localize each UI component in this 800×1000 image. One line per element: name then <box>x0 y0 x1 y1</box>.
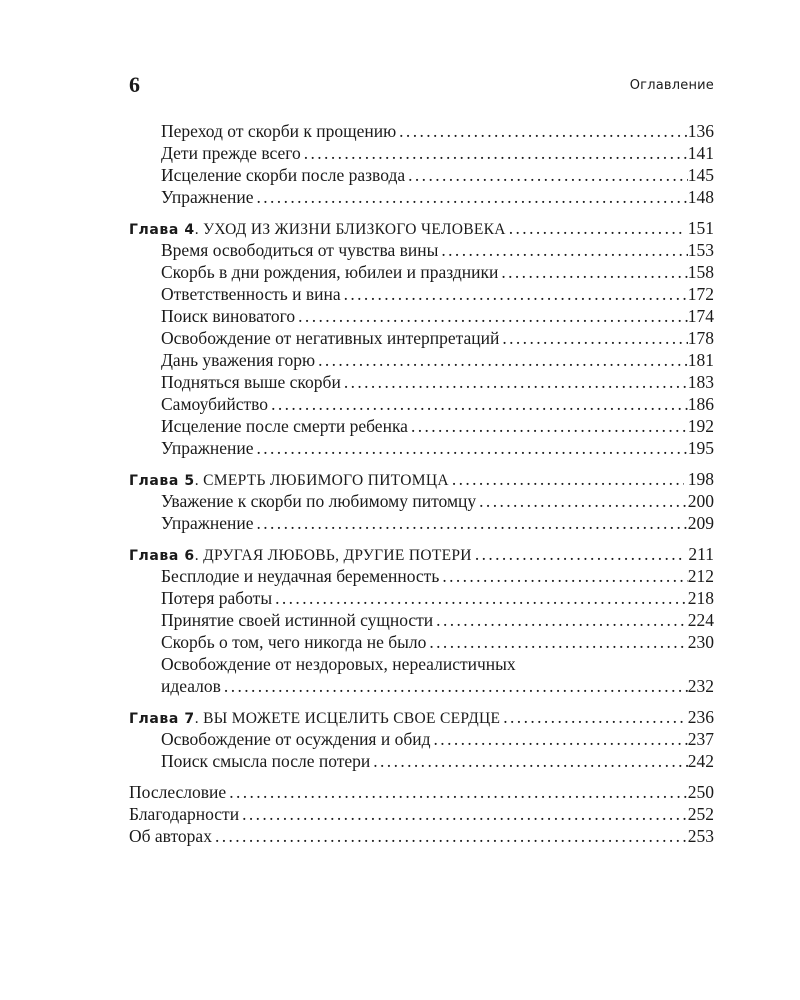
leader-dots <box>439 565 687 587</box>
toc-chapter-4 <box>129 217 714 239</box>
toc-entry-title: Переход от скорби к прощению <box>161 121 397 141</box>
page-number: 6 <box>129 72 140 97</box>
running-title: Оглавление <box>629 78 714 93</box>
page-header <box>129 72 714 100</box>
toc-entry <box>129 305 714 327</box>
toc-entry <box>129 120 714 142</box>
toc-chapter-5 <box>129 468 714 490</box>
chapter-title: . СМЕРТЬ ЛЮБИМОГО ПИТОМЦА <box>194 472 449 489</box>
toc-entry-title: Упражнение <box>161 438 254 458</box>
toc-entry-title: Дети прежде всего <box>161 143 301 163</box>
toc-entry-page: 136 <box>687 121 714 141</box>
toc-entry <box>129 565 714 587</box>
toc-entry <box>129 393 714 415</box>
chapter-label: Глава 5 <box>129 473 195 489</box>
toc-entry-page: 252 <box>687 804 714 824</box>
leader-dots <box>396 120 688 142</box>
toc-entry-title: Скорбь в дни рождения, юбилеи и праздники <box>161 262 499 282</box>
toc-chapter-6 <box>129 543 714 565</box>
toc-entry-page: 200 <box>687 491 714 511</box>
toc-entry <box>129 609 714 631</box>
toc-entry-title: Время освободиться от чувства вины <box>161 240 439 260</box>
toc-entry-page: 209 <box>687 513 714 533</box>
leader-dots <box>239 803 688 825</box>
chapter-title: . ДРУГАЯ ЛЮБОВЬ, ДРУГИЕ ПОТЕРИ <box>194 547 472 564</box>
leader-dots <box>341 283 688 305</box>
toc-chapter-7 <box>129 706 714 728</box>
toc-entry-page: 230 <box>687 632 714 652</box>
toc-entry <box>129 327 714 349</box>
toc-entry-title: Дань уважения горю <box>161 350 316 370</box>
leader-dots <box>426 631 687 653</box>
toc-entry-title: Потеря работы <box>161 588 273 608</box>
leader-dots <box>370 750 688 772</box>
leader-dots <box>301 142 688 164</box>
toc-entry-page: 224 <box>687 610 714 630</box>
toc-back-matter-entry <box>129 781 714 803</box>
toc-entry-title: Об авторах <box>129 826 212 846</box>
toc-entry-page: 211 <box>688 544 714 564</box>
toc-entry-title: Уважение к скорби по любимому питомцу <box>161 491 477 511</box>
toc-entry-title: Ответственность и вина <box>161 284 341 304</box>
toc-entry-title: Поиск смысла после потери <box>161 751 371 771</box>
toc-entry <box>129 415 714 437</box>
toc-entry-multiline <box>129 653 714 697</box>
leader-dots <box>449 468 684 490</box>
leader-dots <box>341 371 688 393</box>
toc-entry <box>129 349 714 371</box>
toc-entry-page: 178 <box>687 328 714 348</box>
toc-entry <box>129 490 714 512</box>
toc-entry <box>129 371 714 393</box>
toc-entry <box>129 186 714 208</box>
toc-entry-page: 198 <box>687 469 714 489</box>
toc-entry-title: Самоубийство <box>161 394 269 414</box>
toc-entry-page: 253 <box>687 826 714 846</box>
leader-dots <box>499 327 687 349</box>
toc-entry-title: Освобождение от осуждения и обид <box>161 729 431 749</box>
leader-dots <box>433 609 688 631</box>
chapter-label: Глава 7 <box>129 711 195 727</box>
toc-entry-page: 250 <box>687 782 714 802</box>
toc-back-matter-entry <box>129 825 714 847</box>
toc-entry <box>129 283 714 305</box>
toc-entry <box>129 239 714 261</box>
leader-dots <box>253 186 687 208</box>
leader-dots <box>226 781 688 803</box>
chapter-label: Глава 6 <box>129 548 195 564</box>
toc-entry <box>129 587 714 609</box>
toc-entry-title: Упражнение <box>161 513 254 533</box>
leader-dots <box>506 217 684 239</box>
toc-entry <box>129 750 714 772</box>
toc-entry-page: 141 <box>687 143 714 163</box>
leader-dots <box>221 675 688 697</box>
leader-dots <box>295 305 688 327</box>
toc-entry <box>129 512 714 534</box>
chapter-title: . УХОД ИЗ ЖИЗНИ БЛИЗКОГО ЧЕЛОВЕКА <box>194 221 506 238</box>
toc-entry-page: 236 <box>687 707 714 727</box>
leader-dots <box>472 543 685 565</box>
toc-entry-title: Упражнение <box>161 187 254 207</box>
leader-dots <box>405 164 688 186</box>
leader-dots <box>438 239 687 261</box>
toc-entry <box>129 728 714 750</box>
toc-entry <box>129 164 714 186</box>
leader-dots <box>212 825 688 847</box>
toc-entry-title: Благодарности <box>129 804 240 824</box>
leader-dots <box>500 706 684 728</box>
toc-entry-page: 242 <box>687 751 714 771</box>
leader-dots <box>268 393 688 415</box>
toc-entry-title: Исцеление скорби после развода <box>161 165 406 185</box>
toc-entry <box>129 142 714 164</box>
toc-entry-page: 174 <box>687 306 714 326</box>
toc-entry-page: 212 <box>687 566 714 586</box>
toc-entry-title-line2: идеалов <box>161 676 221 696</box>
toc-entry-title-line1: Освобождение от нездоровых, нереалистичных <box>161 654 516 674</box>
toc-entry-page: 172 <box>687 284 714 304</box>
leader-dots <box>498 261 687 283</box>
leader-dots <box>408 415 688 437</box>
toc-entry-title: Подняться выше скорби <box>161 372 341 392</box>
toc-entry <box>129 261 714 283</box>
toc-entry <box>129 631 714 653</box>
toc-entry-title: Скорбь о том, чего никогда не было <box>161 632 427 652</box>
leader-dots <box>272 587 688 609</box>
leader-dots <box>253 437 687 459</box>
toc-entry-page: 237 <box>687 729 714 749</box>
toc-entry-page: 153 <box>687 240 714 260</box>
toc-entry-continuation <box>161 675 714 697</box>
leader-dots <box>315 349 688 371</box>
toc-entry-page: 158 <box>687 262 714 282</box>
toc-entry-page: 218 <box>687 588 714 608</box>
leader-dots <box>431 728 688 750</box>
toc-entry-title: Поиск виноватого <box>161 306 296 326</box>
toc-entry-title: Освобождение от негативных интерпретаций <box>161 328 500 348</box>
toc-entry-page: 232 <box>687 676 714 696</box>
toc-entry-page: 181 <box>687 350 714 370</box>
chapter-title: . ВЫ МОЖЕТЕ ИСЦЕЛИТЬ СВОЕ СЕРДЦЕ <box>194 710 501 727</box>
toc-entry-page: 148 <box>687 187 714 207</box>
toc-back-matter-entry <box>129 803 714 825</box>
table-of-contents <box>129 120 714 847</box>
toc-entry-page: 151 <box>687 218 714 238</box>
toc-entry-title: Послесловие <box>129 782 227 802</box>
toc-entry <box>129 437 714 459</box>
leader-dots <box>253 512 687 534</box>
toc-entry-title: Бесплодие и неудачная беременность <box>161 566 440 586</box>
toc-entry-page: 145 <box>687 165 714 185</box>
toc-entry-page: 195 <box>687 438 714 458</box>
chapter-label: Глава 4 <box>129 222 195 238</box>
toc-entry-page: 183 <box>687 372 714 392</box>
toc-entry-page: 186 <box>687 394 714 414</box>
toc-entry-title: Принятие своей истинной сущности <box>161 610 434 630</box>
toc-entry-page: 192 <box>687 416 714 436</box>
toc-entry-title: Исцеление после смерти ребенка <box>161 416 408 436</box>
leader-dots <box>476 490 688 512</box>
